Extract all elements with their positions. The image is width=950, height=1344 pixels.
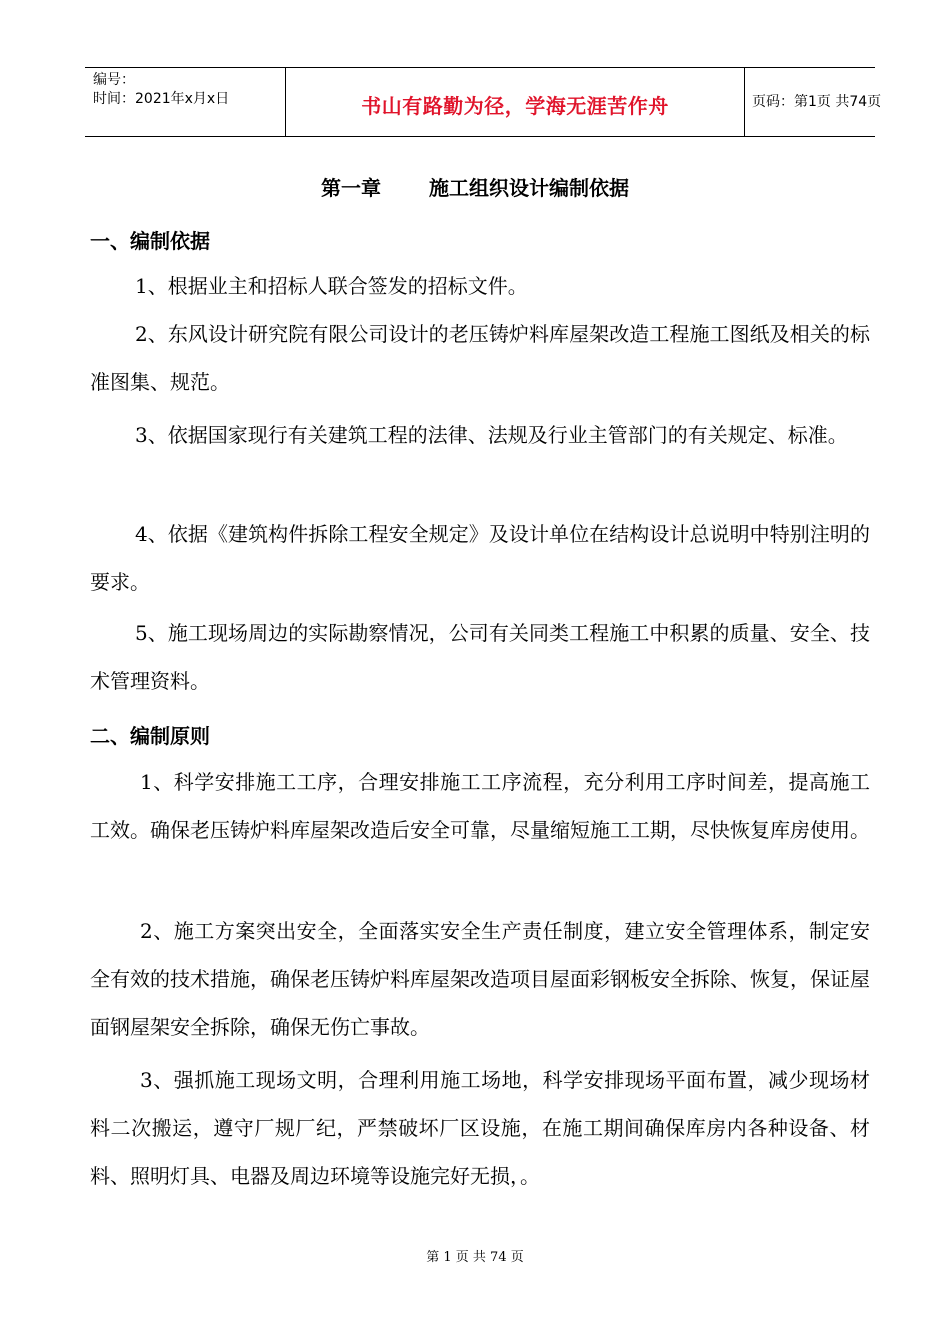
- header-motto-cell: [285, 68, 745, 136]
- section-heading: 二、编制原则: [90, 724, 210, 748]
- chapter-title: [0, 172, 950, 201]
- header-page-cell: [744, 68, 882, 136]
- paragraph: 2、东风设计研究院有限公司设计的老压铸炉料库屋架改造工程施工图纸及相关的标准图集、规范。: [90, 322, 870, 394]
- document-number-label: 编号：: [93, 72, 135, 88]
- chapter-name: 施工组织设计编制依据: [429, 176, 629, 200]
- document-header: [85, 67, 882, 137]
- paragraph: 2、施工方案突出安全，全面落实安全生产责任制度，建立安全管理体系，制定安全有效的技术措施，确保老压铸炉料库屋架改造项目屋面彩钢板安全拆除、恢复，保证屋面钢屋架安全拆除，确保无伤亡事故。: [90, 919, 870, 1039]
- paragraph: 1、根据业主和招标人联合签发的招标文件。: [135, 274, 528, 298]
- paragraph: 5、施工现场周边的实际勘察情况，公司有关同类工程施工中积累的质量、安全、技术管理资料。: [90, 621, 870, 693]
- paragraph: 3、依据国家现行有关建筑工程的法律、法规及行业主管部门的有关规定、标准。: [135, 423, 848, 447]
- page-footer: 第 1 页 共 74 页: [426, 1250, 524, 1265]
- header-motto: 书山有路勤为径，学海无涯苦作舟: [361, 94, 669, 118]
- header-meta-cell: [85, 68, 285, 136]
- header-page-info: 页码：第1页 共74页: [752, 94, 882, 110]
- document-time-label: 时间：2021年x月x日: [93, 91, 230, 107]
- paragraph: 4、依据《建筑构件拆除工程安全规定》及设计单位在结构设计总说明中特别注明的要求。: [90, 522, 870, 594]
- chapter-number: 第一章: [321, 176, 381, 200]
- paragraph: 1、科学安排施工工序，合理安排施工工序流程，充分利用工序时间差，提高施工工效。确保老压铸炉料库屋架改造后安全可靠，尽量缩短施工工期，尽快恢复库房使用。: [90, 770, 870, 842]
- paragraph: 3、强抓施工现场文明，合理利用施工场地，科学安排现场平面布置，减少现场材料二次搬运，遵守厂规厂纪，严禁破坏厂区设施，在施工期间确保库房内各种设备、材料、照明灯具、电器及周边环境等设施完好无损，。: [90, 1068, 870, 1188]
- section-heading: 一、编制依据: [90, 229, 210, 253]
